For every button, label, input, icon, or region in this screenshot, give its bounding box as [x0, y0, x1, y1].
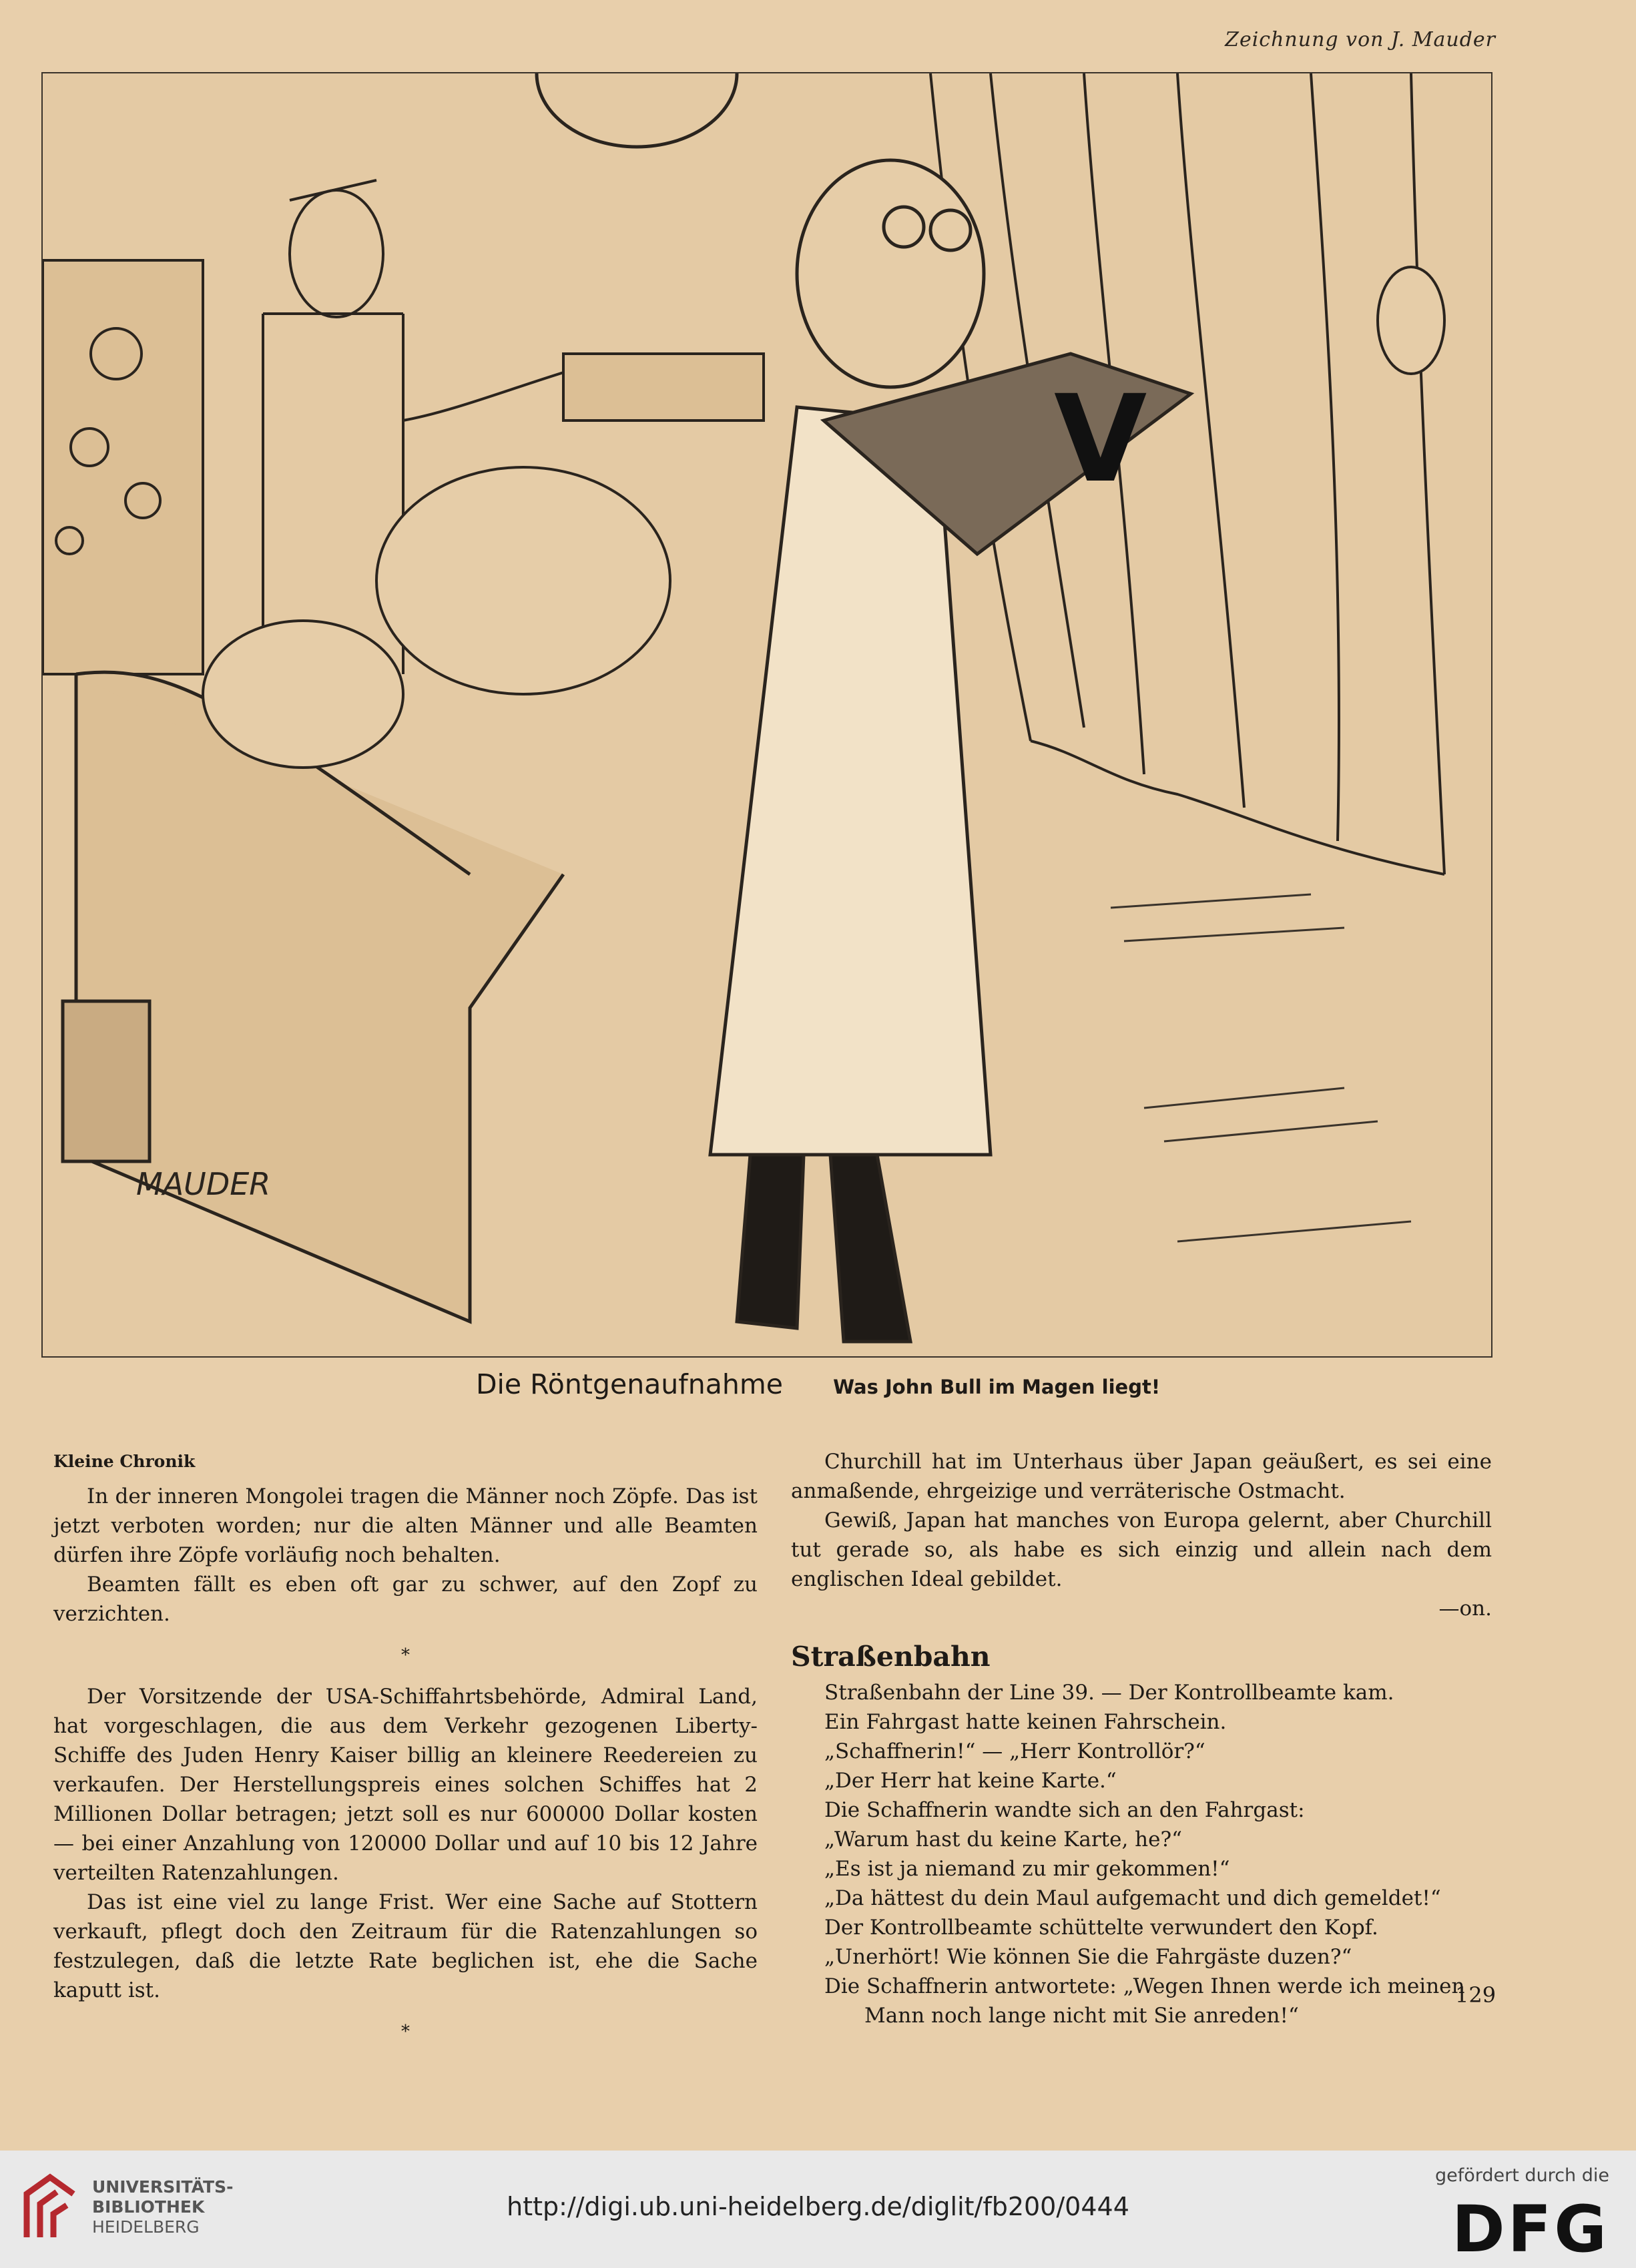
author-sign: —on.: [1438, 1597, 1492, 1621]
dialogue-line: Die Schaffnerin wandte sich an den Fahrgast:: [824, 1798, 1305, 1822]
library-name[interactable]: UNIVERSITÄTS- BIBLIOTHEK HEIDELBERG: [92, 2177, 234, 2237]
dialogue-line: Die Schaffnerin antwortete: „Wegen Ihnen werde ich meinen: [824, 1974, 1465, 1998]
cartoon-caption: [0, 1368, 1636, 1400]
dialogue-line: „Der Herr hat keine Karte.“: [824, 1769, 1117, 1793]
dialogue-line: Mann noch lange nicht mit Sie anreden!“: [864, 2004, 1299, 2028]
page-number: 129: [1455, 1982, 1496, 2008]
separator-star: *: [401, 2022, 410, 2042]
paragraph: Gewiß, Japan hat manches von Europa gelernt, aber Churchill tut gerade so, als habe es sich einzig und allein nach dem englischen Ideal gebildet.: [791, 1508, 1492, 1591]
permalink-url[interactable]: http://digi.ub.uni-heidelberg.de/diglit/fb200/0444: [507, 2192, 1129, 2221]
viewer-footer: [0, 2151, 1636, 2268]
paragraph: Das ist eine viel zu lange Frist. Wer eine Sache auf Stottern verkauft, pflegt doch den Zeitraum für die Ratenzahlungen so festzulegen, daß die letzte Rate beglichen ist, ehe die Sache kaputt ist.: [53, 1890, 758, 2002]
paragraph: In der inneren Mongolei tragen die Männer noch Zöpfe. Das ist jetzt verboten worden; nur die alten Männer und alle Beamten dürfen ihre Zöpfe vorläufig noch behalten.: [53, 1484, 758, 1567]
cartoon-illustration: [41, 72, 1492, 1358]
paragraph: Beamten fällt es eben oft gar zu schwer, auf den Zopf zu verzichten.: [53, 1573, 758, 1626]
xray-machine: [43, 260, 203, 674]
xray-cartoon: [43, 73, 1491, 1356]
section-heading-strassenbahn: Straßenbahn: [791, 1641, 991, 1673]
dialogue-line: „Unerhört! Wie können Sie die Fahrgäste duzen?“: [824, 1945, 1352, 1969]
xray-plate-mark: V: [1054, 370, 1147, 509]
dialogue-line: „Da hättest du dein Maul aufgemacht und dich gemeldet!“: [824, 1886, 1441, 1910]
dfg-logo[interactable]: DFG: [1451, 2192, 1609, 2267]
paragraph: Der Vorsitzende der USA-Schiffahrtsbehörde, Admiral Land, hat vorgeschlagen, die aus dem Verkehr gezogenen Liberty-Schiffe des Juden Henry Kaiser billig an kleinere Reedereien zu verkaufen. Der Herstellungspreis eines solchen Schiffes hat 2 Millionen Dollar betragen; jetzt soll es nur 600000 Dollar kosten — bei einer Anzahlung von 120000 Dollar und auf 10 bis 12 Jahre verteilten Ratenzahlungen.: [53, 1685, 758, 1885]
caption-subtitle: Was John Bull im Magen liegt!: [833, 1376, 1161, 1398]
peeking-nurse: [1378, 267, 1444, 374]
dialogue-line: „Warum hast du keine Karte, he?“: [824, 1827, 1182, 1852]
right-column: [791, 1447, 1492, 2030]
separator-star: *: [401, 1645, 410, 1665]
dialogue-line: Straßenbahn der Line 39. — Der Kontrollbeamte kam.: [824, 1681, 1394, 1705]
left-column: [53, 1447, 758, 2058]
illustration-credit: Zeichnung von J. Mauder: [1225, 28, 1496, 51]
funding-label: gefördert durch die: [1435, 2165, 1609, 2186]
paragraph: Churchill hat im Unterhaus über Japan geäußert, es sei eine anmaßende, ehrgeizige und verräterische Ostmacht.: [791, 1450, 1492, 1503]
dialogue-line: Der Kontrollbeamte schüttelte verwundert den Kopf.: [824, 1916, 1378, 1940]
dialogue-line: „Schaffnerin!“ — „Herr Kontrollör?“: [824, 1739, 1205, 1763]
caption-title: Die Röntgenaufnahme: [475, 1368, 783, 1400]
section-heading-chronik: Kleine Chronik: [53, 1452, 196, 1471]
dialogue-line: „Es ist ja niemand zu mir gekommen!“: [824, 1857, 1230, 1881]
dialogue-line: Ein Fahrgast hatte keinen Fahrschein.: [824, 1710, 1227, 1734]
artist-signature: MAUDER: [136, 1166, 271, 1202]
